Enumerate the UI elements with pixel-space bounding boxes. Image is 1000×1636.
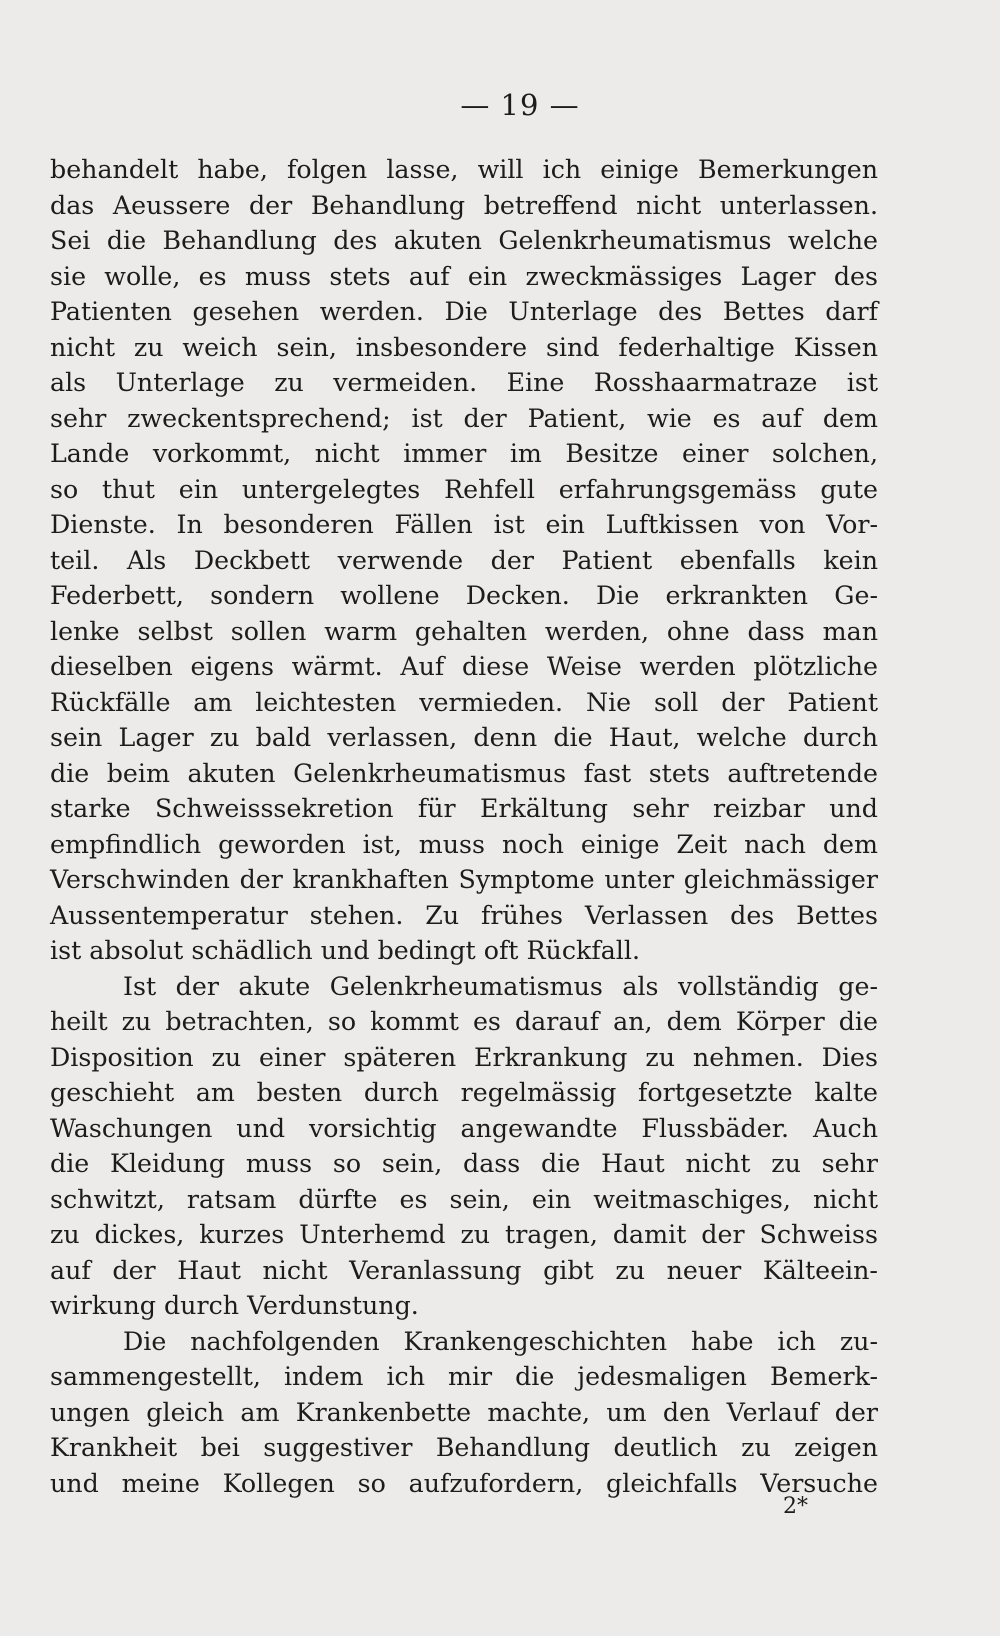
text-line: die Kleidung muss so sein, dass die Haut nicht zu sehr — [50, 1149, 878, 1178]
text-line: Verschwinden der krankhaften Symptome unter gleichmässiger — [50, 865, 878, 894]
paragraph — [50, 152, 878, 969]
body-text — [50, 152, 878, 1501]
text-line: Patienten gesehen werden. Die Unterlage des Bettes darf — [50, 297, 878, 326]
text-line: Ist der akute Gelenkrheumatismus als vollständig ge- — [123, 971, 878, 1001]
paragraph — [50, 969, 878, 1324]
text-line: die beim akuten Gelenkrheumatismus fast stets auftretende — [50, 758, 878, 788]
text-line: Die nachfolgenden Krankengeschichten habe ich zu- — [123, 1326, 878, 1356]
text-line: das Aeussere der Behandlung betreffend nicht unterlassen. — [50, 190, 878, 220]
text-line: sein Lager zu bald verlassen, denn die Haut, welche durch — [50, 723, 878, 752]
text-line: geschieht am besten durch regelmässig fortgesetzte kalte — [50, 1078, 878, 1107]
text-line: Lande vorkommt, nicht immer im Besitze einer solchen, — [50, 439, 878, 468]
text-line: so thut ein untergelegtes Rehfell erfahrungsgemäss gute — [50, 474, 878, 504]
text-line: sie wolle, es muss stets auf ein zweckmässiges Lager des — [50, 261, 878, 291]
text-line: teil. Als Deckbett verwende der Patient ebenfalls kein — [50, 545, 878, 575]
text-line: sammengestellt, indem ich mir die jedesmaligen Bemerk- — [50, 1362, 878, 1391]
text-line: dieselben eigens wärmt. Auf diese Weise werden plötzliche — [50, 652, 878, 681]
text-line: schwitzt, ratsam dürfte es sein, ein weitmaschiges, nicht — [50, 1184, 878, 1214]
text-line: Disposition zu einer späteren Erkrankung zu nehmen. Dies — [50, 1042, 878, 1072]
text-line: starke Schweisssekretion für Erkältung sehr reizbar und — [50, 794, 878, 823]
text-line: Dienste. In besonderen Fällen ist ein Luftkissen von Vor- — [50, 510, 878, 539]
signature-mark: 2* — [783, 1494, 808, 1519]
text-line: und meine Kollegen so aufzufordern, gleichfalls Versuche — [50, 1468, 878, 1498]
text-line: ist absolut schädlich und bedingt oft Rückfall. — [50, 936, 641, 965]
text-line: lenke selbst sollen warm gehalten werden, ohne dass man — [50, 616, 878, 646]
text-line: nicht zu weich sein, insbesondere sind federhaltige Kissen — [50, 332, 878, 362]
text-line: sehr zweckentsprechend; ist der Patient, wie es auf dem — [50, 403, 878, 433]
text-line: Federbett, sondern wollene Decken. Die erkrankten Ge- — [50, 581, 878, 610]
text-line: Sei die Behandlung des akuten Gelenkrheumatismus welche — [50, 226, 878, 255]
paragraph — [50, 1324, 878, 1502]
text-line: Waschungen und vorsichtig angewandte Flussbäder. Auch — [50, 1113, 878, 1143]
text-line: behandelt habe, folgen lasse, will ich einige Bemerkungen — [50, 155, 878, 184]
text-line: auf der Haut nicht Veranlassung gibt zu neuer Kälteein- — [50, 1255, 878, 1285]
text-line: Krankheit bei suggestiver Behandlung deutlich zu zeigen — [50, 1433, 878, 1462]
text-line: zu dickes, kurzes Unterhemd zu tragen, damit der Schweiss — [50, 1220, 878, 1249]
text-line: heilt zu betrachten, so kommt es darauf an, dem Körper die — [50, 1007, 878, 1036]
text-line: Rückfälle am leichtesten vermieden. Nie soll der Patient — [50, 687, 878, 717]
text-line: ungen gleich am Krankenbette machte, um den Verlauf der — [50, 1397, 878, 1427]
text-line: als Unterlage zu vermeiden. Eine Rosshaarmatraze ist — [50, 368, 878, 397]
text-line: empfindlich geworden ist, muss noch einige Zeit nach dem — [50, 829, 878, 859]
page-number: — 19 — — [460, 88, 580, 122]
text-line: wirkung durch Verdunstung. — [50, 1291, 419, 1320]
text-line: Aussentemperatur stehen. Zu frühes Verlassen des Bettes — [50, 900, 878, 930]
